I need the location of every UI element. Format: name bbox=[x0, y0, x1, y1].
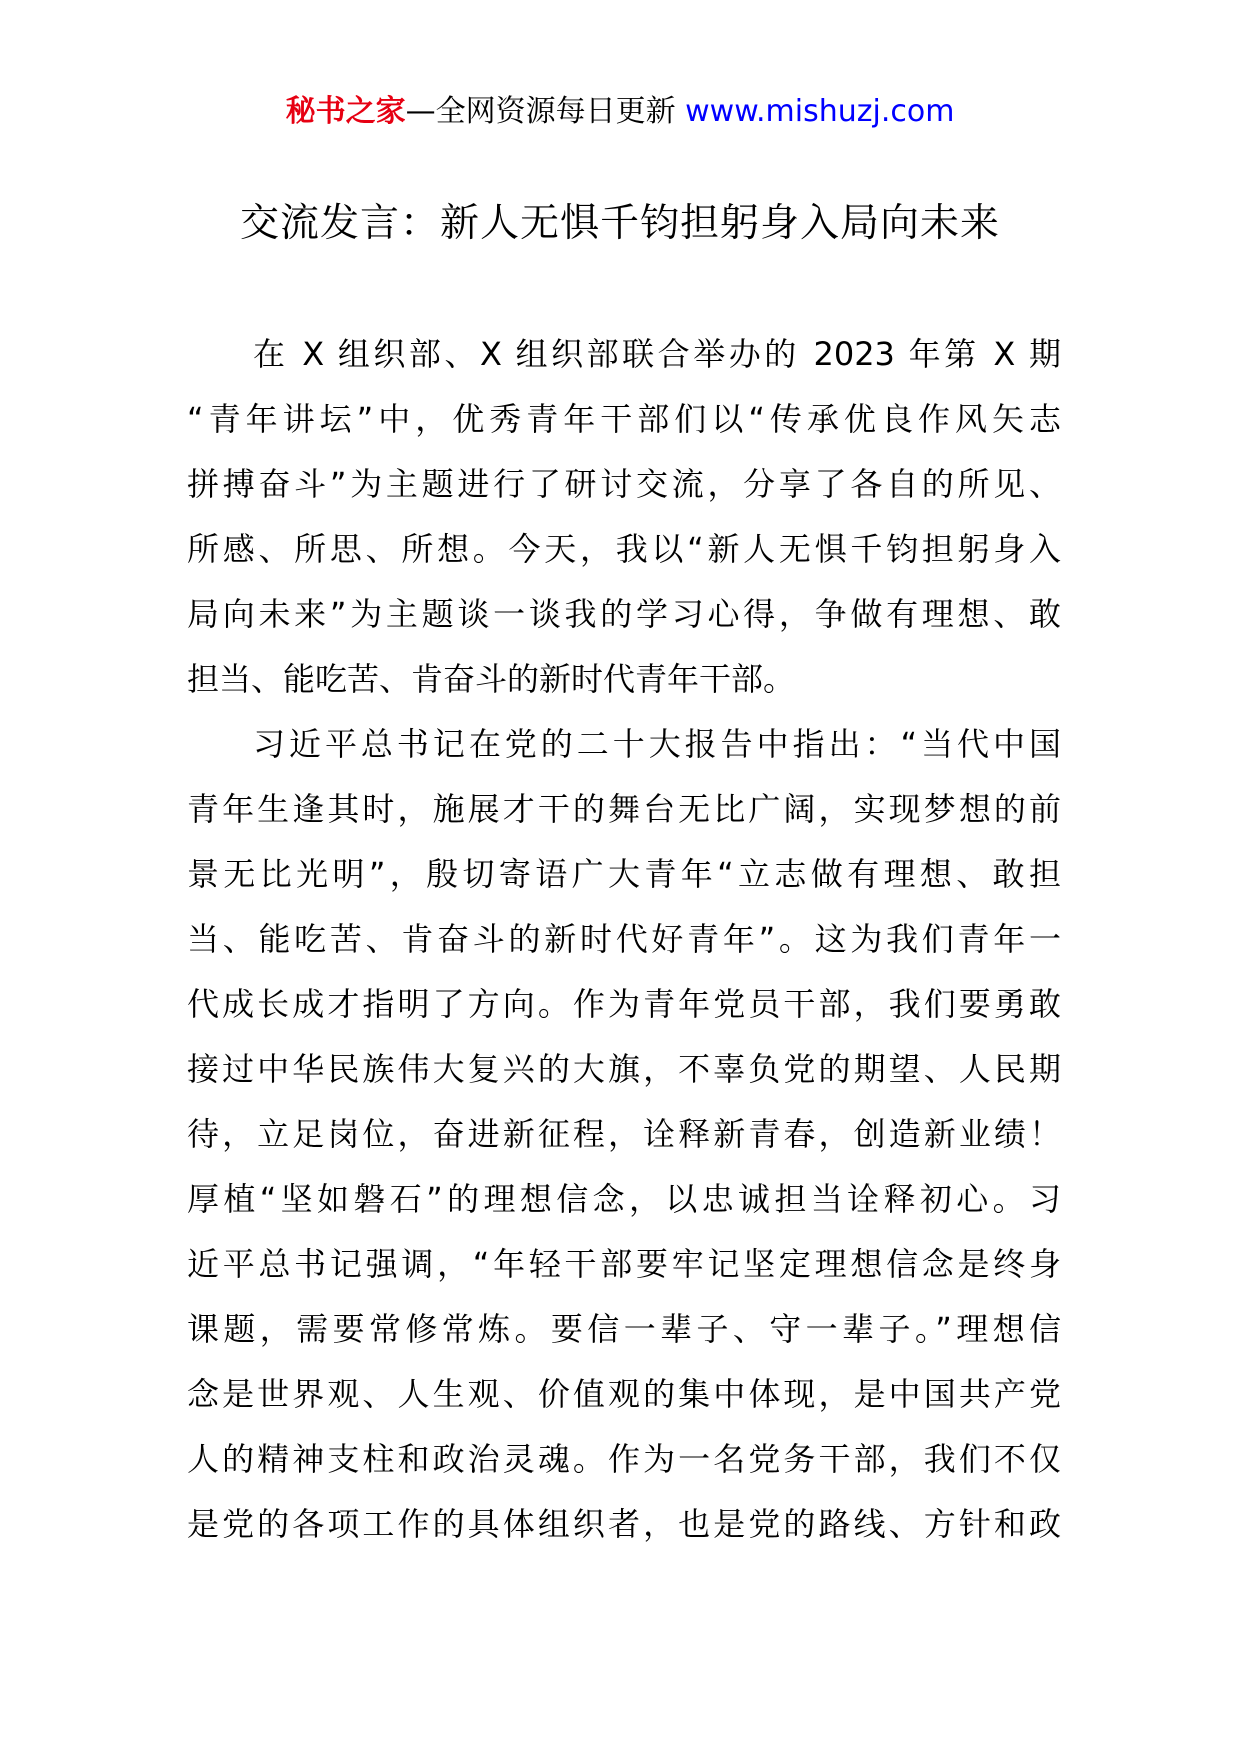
paragraph-line: 人的精神支柱和政治灵魂。作为一名党务干部，我们不仅 bbox=[187, 1440, 1061, 1478]
paragraph-line: 拼搏奋斗”为主题进行了研讨交流，分享了各自的所见、 bbox=[187, 465, 1061, 503]
paragraph-line: 所感、所思、所想。今天，我以“新人无惧千钧担躬身入 bbox=[187, 530, 1061, 568]
paragraph-line: “青年讲坛”中，优秀青年干部们以“传承优良作风矢志 bbox=[187, 400, 1061, 438]
document-body bbox=[187, 322, 1061, 1557]
header-tagline: —全网资源每日更新 bbox=[405, 94, 676, 129]
document-title: 交流发言：新人无惧千钧担躬身入局向未来 bbox=[239, 201, 1000, 246]
paragraph-line: 待，立足岗位，奋进新征程，诠释新青春，创造新业绩！ bbox=[187, 1115, 1061, 1153]
paragraph-line: 厚植“坚如磐石”的理想信念，以忠诚担当诠释初心。习 bbox=[187, 1180, 1061, 1218]
brand-name: 秘书之家 bbox=[285, 94, 406, 129]
paragraph-line: 念是世界观、人生观、价值观的集中体现，是中国共产党 bbox=[187, 1375, 1061, 1413]
paragraph-line: 景无比光明”，殷切寄语广大青年“立志做有理想、敢担 bbox=[187, 855, 1061, 893]
site-url-link[interactable]: www.mishuzj.com bbox=[685, 94, 955, 129]
paragraph-line: 青年生逢其时，施展才干的舞台无比广阔，实现梦想的前 bbox=[187, 790, 1061, 828]
paragraph-line: 课题，需要常修常炼。要信一辈子、守一辈子。”理想信 bbox=[187, 1310, 1061, 1348]
paragraph-line: 近平总书记强调，“年轻干部要牢记坚定理想信念是终身 bbox=[187, 1245, 1061, 1283]
paragraph-line: 在 X 组织部、X 组织部联合举办的 2023 年第 X 期 bbox=[253, 335, 1061, 373]
paragraph-line: 习近平总书记在党的二十大报告中指出：“当代中国 bbox=[253, 725, 1061, 763]
paragraph-line: 当、能吃苦、肯奋斗的新时代好青年”。这为我们青年一 bbox=[187, 920, 1061, 958]
paragraph-line: 担当、能吃苦、肯奋斗的新时代青年干部。 bbox=[187, 660, 796, 698]
paragraph-line: 局向未来”为主题谈一谈我的学习心得，争做有理想、敢 bbox=[187, 595, 1061, 633]
paragraph-line: 代成长成才指明了方向。作为青年党员干部，我们要勇敢 bbox=[187, 985, 1061, 1023]
paragraph-line: 接过中华民族伟大复兴的大旗，不辜负党的期望、人民期 bbox=[187, 1050, 1061, 1088]
paragraph-line: 是党的各项工作的具体组织者，也是党的路线、方针和政 bbox=[187, 1505, 1061, 1543]
site-header bbox=[0, 92, 1240, 132]
